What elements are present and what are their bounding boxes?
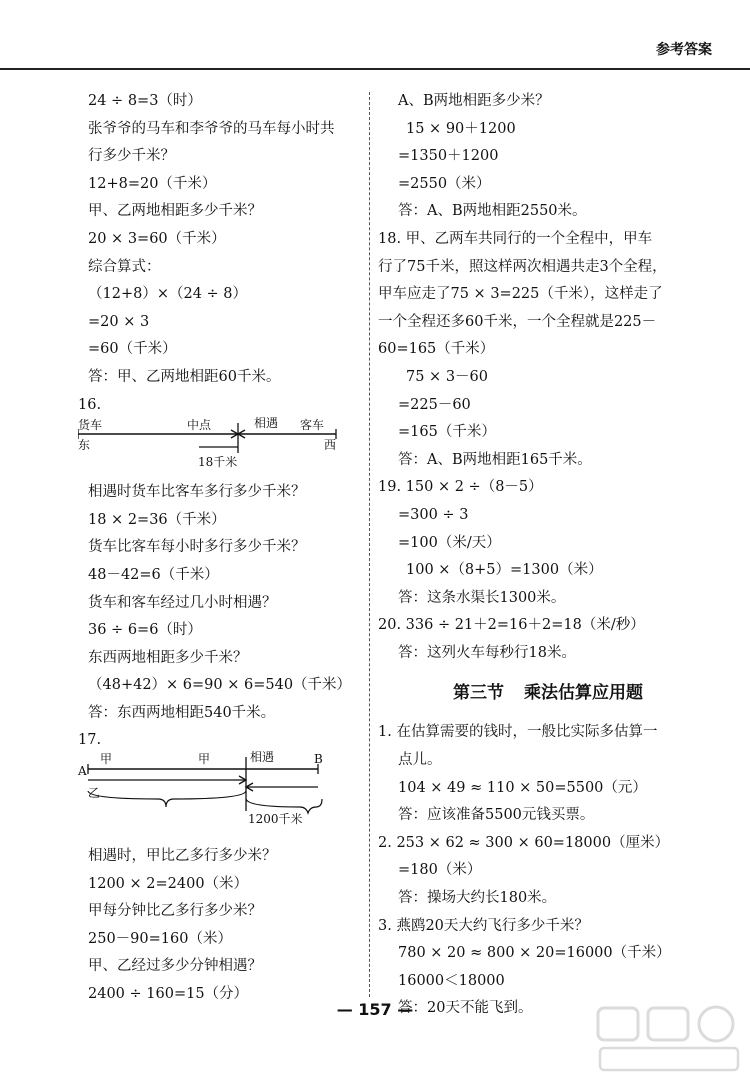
label-yi: 乙 <box>88 786 101 801</box>
label-jia-2: 甲 <box>198 752 211 767</box>
text-line: 3. 燕鸥20天大约飞行多少千米？ <box>378 917 589 934</box>
header-rule <box>0 68 750 70</box>
text-line: 货车比客车每小时多行多少千米？ <box>88 539 306 556</box>
label-distance: 1200千米 <box>248 812 303 827</box>
text-line: 答：这列火车每秒行18米。 <box>398 644 576 661</box>
text-line: =100（米/天） <box>398 534 501 551</box>
diagram-17 <box>78 750 358 843</box>
text-line: =2550（米） <box>398 175 491 192</box>
text-line: 甲、乙经过多少分钟相遇？ <box>88 958 262 975</box>
text-line: 12+8=20（千米） <box>88 175 217 192</box>
text-line: 1. 在估算需要的钱时，一般比实际多估算一 <box>378 724 658 741</box>
text-line: 20 × 3=60（千米） <box>88 230 226 247</box>
text-line: 答：这条水渠长1300米。 <box>398 589 566 606</box>
text-line: 行了75千米，照这样两次相遇共走3个全程， <box>378 258 667 275</box>
text-line: =165（千米） <box>398 424 496 441</box>
text-line: 18. 甲、乙两车共同行的一个全程中，甲车 <box>378 230 653 247</box>
column-divider <box>369 92 370 997</box>
watermark-logo <box>594 1002 744 1076</box>
page-number: — 157 — <box>336 1000 414 1019</box>
label-xi: 西 <box>324 438 337 453</box>
text-line: 36 ÷ 6=6（时） <box>88 622 202 639</box>
text-line: 答：东西两地相距540千米。 <box>88 704 276 721</box>
label-huoche: 货车 <box>78 418 103 433</box>
left-block-1 <box>78 88 358 419</box>
text-line: 2. 253 × 62 ≈ 300 × 60=18000（厘米） <box>378 834 670 851</box>
text-line: 相遇时货车比客车多行多少千米？ <box>88 484 306 501</box>
text-line: =300 ÷ 3 <box>398 506 469 523</box>
text-line: =225－60 <box>398 396 471 413</box>
text-line: =1350＋1200 <box>398 148 499 165</box>
text-line: 19. 150 × 2 ÷（8－5） <box>378 479 543 496</box>
text-line: 100 ×（8+5）=1300（米） <box>406 562 603 579</box>
label-zhongdian: 中点 <box>187 418 212 433</box>
text-line: 48－42=6（千米） <box>88 566 219 583</box>
text-line: =60（千米） <box>88 341 177 358</box>
text-line: 15 × 90＋1200 <box>406 120 516 137</box>
diagram-16 <box>78 416 358 479</box>
text-line: 250－90=160（米） <box>88 930 232 947</box>
label-distance: 18千米 <box>198 455 238 470</box>
text-line: 答：A、B两地相距165千米。 <box>398 451 592 468</box>
label-keche: 客车 <box>300 418 325 433</box>
text-line: 答：甲、乙两地相距60千米。 <box>88 368 281 385</box>
left-block-2 <box>78 479 358 755</box>
label-xiangyu: 相遇 <box>250 750 275 765</box>
text-line: 75 × 3－60 <box>406 368 488 385</box>
text-line: （12+8）×（24 ÷ 8） <box>88 286 248 303</box>
text-line: 甲每分钟比乙多行多少米？ <box>88 903 262 920</box>
text-line: 16000＜18000 <box>398 972 505 989</box>
label-b: B <box>314 752 323 767</box>
text-line: 相遇时，甲比乙多行多少米？ <box>88 848 277 865</box>
problem-number-16: 16. <box>78 396 102 413</box>
label-xiangyu: 相遇 <box>254 416 279 431</box>
text-line: （48+42）× 6=90 × 6=540（千米） <box>88 677 352 694</box>
right-column <box>378 88 718 1023</box>
text-line: 答：A、B两地相距2550米。 <box>398 203 587 220</box>
text-line: 104 × 49 ≈ 110 × 50=5500（元） <box>398 779 647 796</box>
label-jia-1: 甲 <box>100 752 113 767</box>
text-line: 答：操场大约长180米。 <box>398 890 557 907</box>
text-line: 18 × 2=36（千米） <box>88 511 226 528</box>
label-dong: 东 <box>78 438 91 453</box>
brace-icon <box>246 799 322 813</box>
text-line: 答：应该准备5500元钱买票。 <box>398 807 595 824</box>
page-header-title: 参考答案 <box>656 42 712 58</box>
text-line: =180（米） <box>398 862 482 879</box>
label-a: A <box>78 764 87 779</box>
diagram-17-lines <box>78 755 358 843</box>
text-line: 货车和客车经过几小时相遇？ <box>88 594 277 611</box>
problem-number-17: 17. <box>78 732 102 749</box>
text-line: 2400 ÷ 160=15（分） <box>88 986 249 1003</box>
text-line: 甲车应走了75 × 3=225（千米），这样走了 <box>378 286 663 303</box>
text-line: 点儿。 <box>398 752 442 769</box>
text-line: 行多少千米？ <box>88 148 175 165</box>
text-line: 张爷爷的马车和李爷爷的马车每小时共 <box>88 120 335 137</box>
brace-icon <box>88 791 246 807</box>
left-block-3 <box>78 843 358 1009</box>
text-line: 东西两地相距多少千米？ <box>88 649 248 666</box>
right-block-1 <box>378 88 718 667</box>
text-line: 一个全程还多60千米，一个全程就是225－ <box>378 313 657 330</box>
text-line: 780 × 20 ≈ 800 × 20=16000（千米） <box>398 945 671 962</box>
text-line: 综合算式： <box>88 258 161 275</box>
section-title: 第三节 乘法估算应用题 <box>453 683 643 704</box>
text-line: 1200 × 2=2400（米） <box>88 875 249 892</box>
text-line: =20 × 3 <box>88 313 150 330</box>
text-line: 20. 336 ÷ 21＋2=16＋2=18（米/秒） <box>378 617 645 634</box>
text-line: 答：20天不能飞到。 <box>398 1000 533 1017</box>
text-line: 甲、乙两地相距多少千米？ <box>88 203 262 220</box>
right-block-2 <box>378 719 718 1023</box>
text-line: A、B两地相距多少米？ <box>398 93 550 109</box>
text-line: 24 ÷ 8=3（时） <box>88 93 202 109</box>
left-column <box>78 88 358 1009</box>
text-line: 60=165（千米） <box>378 341 495 358</box>
